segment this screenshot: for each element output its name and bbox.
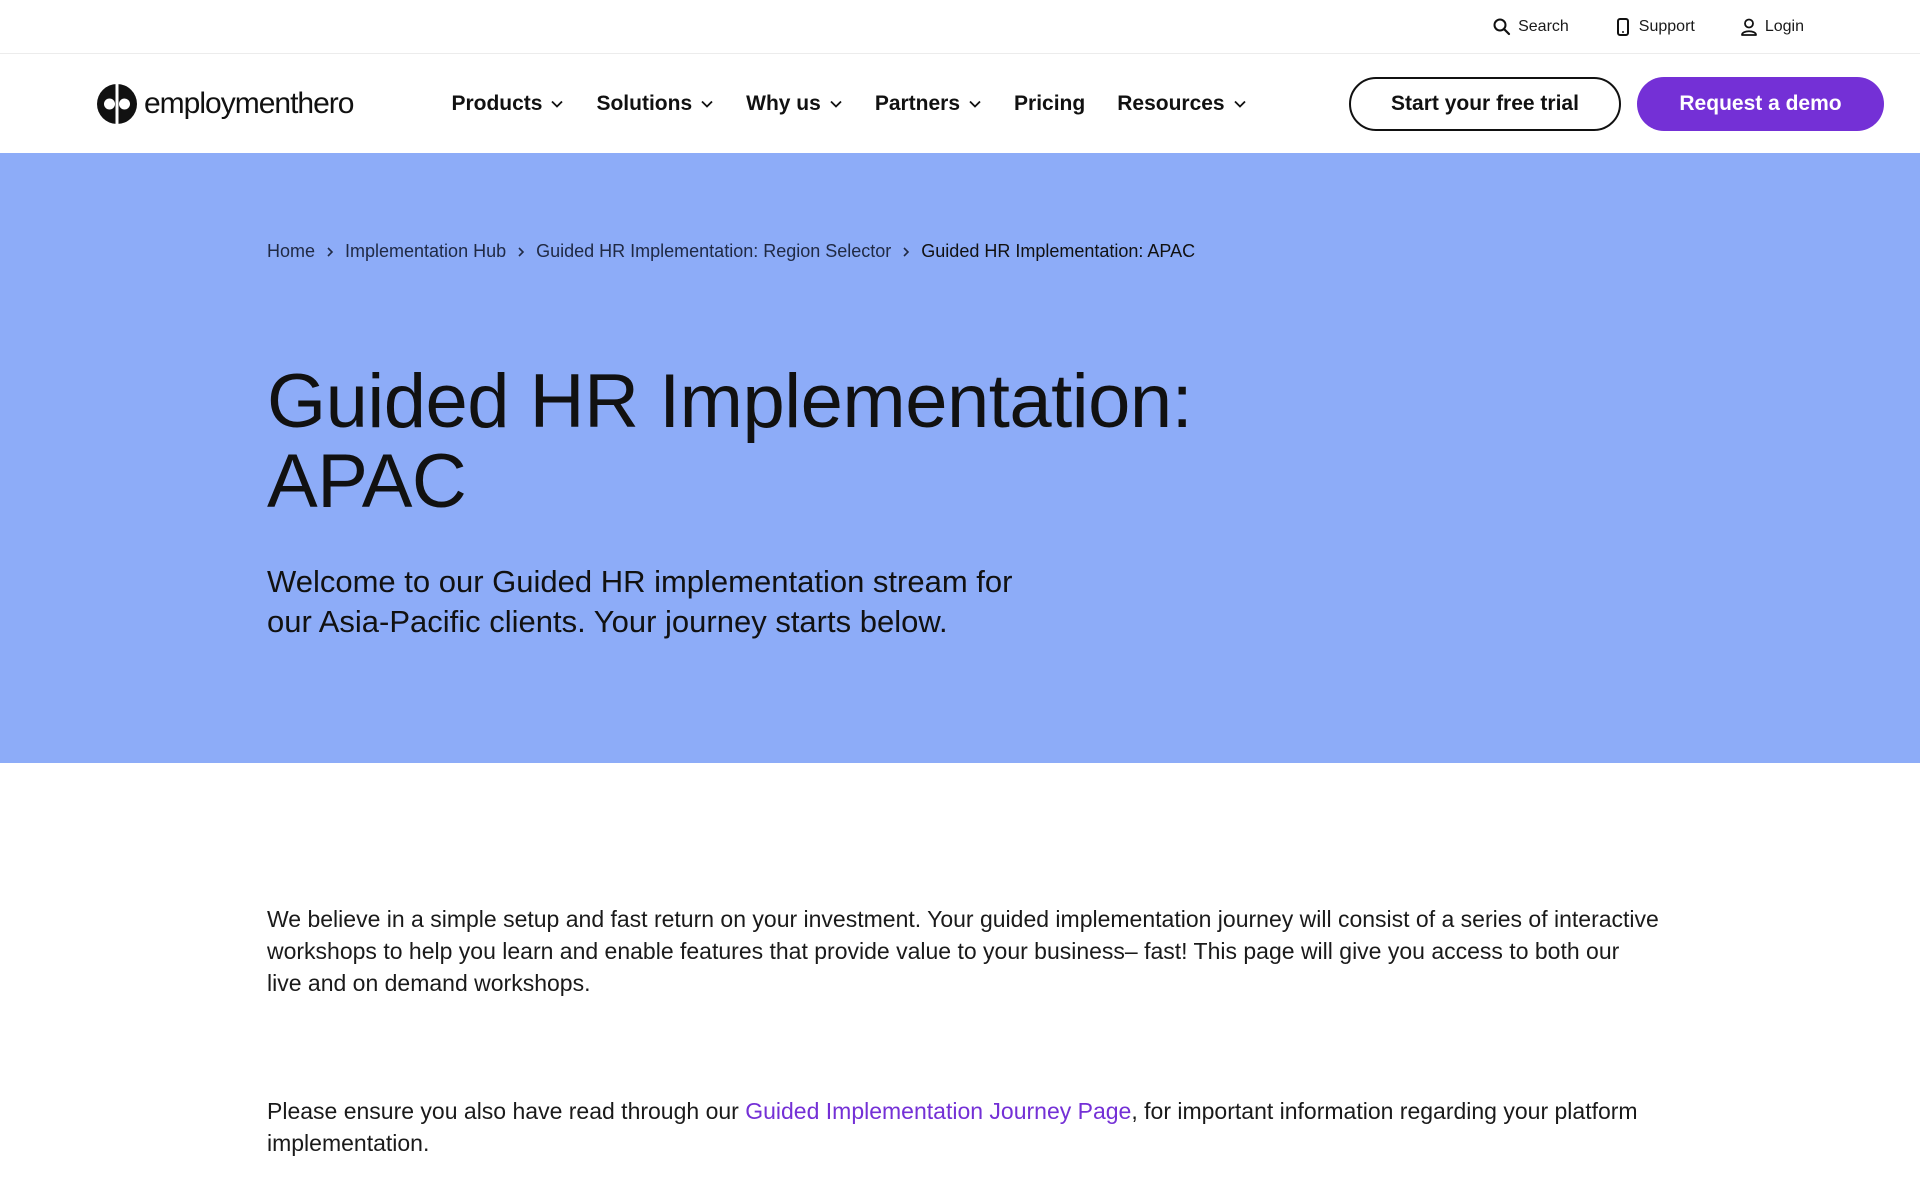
journey-text-before: Please ensure you also have read through our — [267, 1098, 746, 1124]
chevron-right-icon — [324, 246, 336, 258]
chevron-down-icon — [1233, 97, 1247, 111]
nav-item-label: Solutions — [596, 91, 693, 115]
chevron-down-icon — [700, 97, 714, 111]
support-link[interactable] — [1613, 17, 1695, 37]
utility-bar — [0, 0, 1920, 54]
login-link[interactable] — [1739, 17, 1804, 37]
nav-item-why-us[interactable] — [746, 92, 843, 116]
start-free-trial-button[interactable]: Start your free trial — [1349, 77, 1621, 131]
breadcrumb-implementation-hub[interactable]: Implementation Hub — [345, 241, 507, 261]
user-icon — [1739, 17, 1759, 37]
journey-paragraph — [267, 1095, 1660, 1159]
logo[interactable] — [96, 83, 353, 125]
nav-item-resources[interactable] — [1117, 92, 1246, 116]
brand-name: employmenthero — [144, 86, 354, 120]
hero-section — [0, 153, 1920, 763]
page-title: Guided HR Implementation: APAC — [267, 359, 1193, 524]
request-demo-button[interactable]: Request a demo — [1637, 77, 1884, 131]
nav-item-solutions[interactable] — [596, 92, 714, 116]
nav-item-products[interactable] — [451, 92, 564, 116]
intro-paragraph: We believe in a simple setup and fast return on your investment. Your guided implementation journey will consist of a series of interactive workshops to help you learn and enable features that provide value to your business– fast! This page will give you access to both our live and on demand workshops. — [267, 906, 1659, 996]
nav-item-label: Pricing — [1014, 91, 1086, 115]
nav-item-label: Why us — [746, 91, 821, 115]
journey-page-link[interactable]: Guided Implementation Journey Page — [745, 1098, 1132, 1124]
hero-subtitle: Welcome to our Guided HR implementation stream for our Asia-Pacific clients. Your journey starts below. — [267, 564, 1013, 639]
chevron-down-icon — [829, 97, 843, 111]
main-nav — [0, 54, 1920, 153]
nav-item-label: Resources — [1117, 91, 1225, 115]
chevron-down-icon — [968, 97, 982, 111]
breadcrumb — [267, 241, 1920, 262]
nav-item-partners[interactable] — [875, 92, 982, 116]
logo-mark-icon — [96, 83, 138, 125]
nav-menu — [451, 92, 1246, 116]
chevron-right-icon — [515, 246, 527, 258]
breadcrumb-current: Guided HR Implementation: APAC — [921, 241, 1196, 261]
chevron-right-icon — [900, 246, 912, 258]
breadcrumb-region-selector[interactable]: Guided HR Implementation: Region Selector — [536, 241, 892, 261]
search-link[interactable] — [1492, 17, 1569, 37]
chevron-down-icon — [550, 97, 564, 111]
nav-item-label: Products — [451, 91, 543, 115]
nav-item-label: Partners — [874, 91, 961, 115]
support-label: Support — [1638, 17, 1695, 35]
phone-icon — [1613, 17, 1633, 37]
breadcrumb-home[interactable]: Home — [267, 241, 316, 261]
search-icon — [1492, 17, 1512, 37]
search-label: Search — [1518, 17, 1569, 35]
login-label: Login — [1764, 17, 1804, 35]
nav-item-pricing[interactable] — [1014, 92, 1085, 116]
main-content — [0, 763, 1660, 1159]
nav-cta-group — [1349, 77, 1884, 131]
journey-text-after: , for important information regarding your platform implementation. — [267, 1098, 1638, 1156]
